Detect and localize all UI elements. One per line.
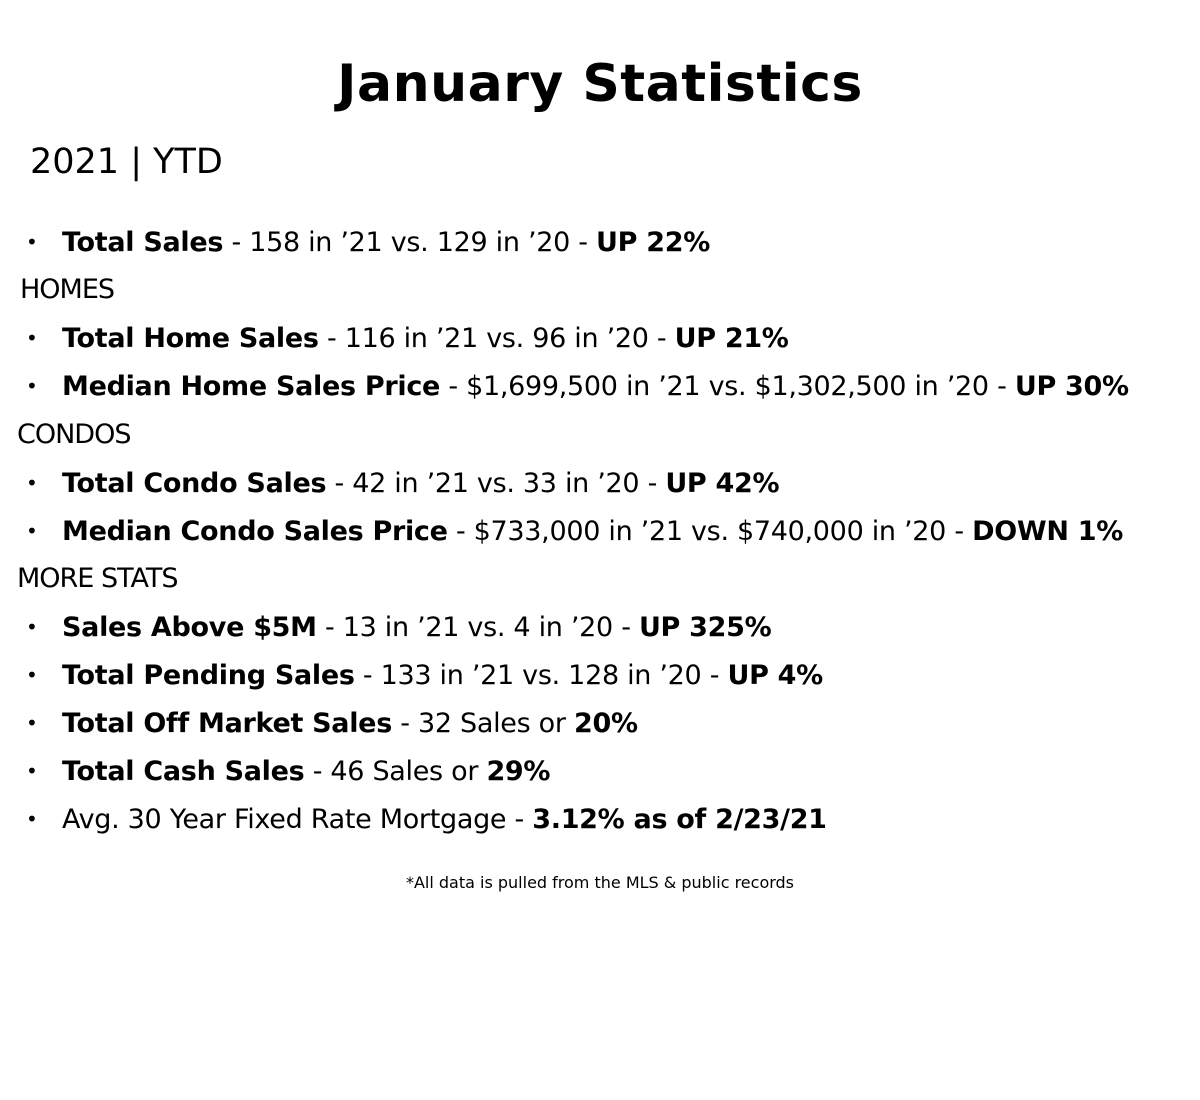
bullet-icon: • <box>26 759 38 783</box>
stat-label: Total Sales <box>62 226 224 258</box>
separator: - <box>701 659 728 691</box>
stat-item-median-home-price <box>26 366 1129 406</box>
stat-label: Median Home Sales Price <box>62 370 441 402</box>
stat-item-sales-above-5m <box>26 607 771 647</box>
stat-text <box>62 371 1129 402</box>
stat-text <box>62 516 1123 547</box>
stat-comparison: Avg. 30 Year Fixed Rate Mortgage <box>62 803 507 835</box>
separator: - <box>506 803 533 835</box>
bullet-icon: • <box>26 663 38 687</box>
separator: - <box>570 226 597 258</box>
stat-result: UP 22% <box>596 226 710 258</box>
stat-text <box>62 756 550 787</box>
stat-item-pending-sales <box>26 655 823 695</box>
separator: - <box>223 226 250 258</box>
stat-comparison: $1,699,500 in ’21 vs. $1,302,500 in ’20 <box>466 370 989 402</box>
stat-comparison: 133 in ’21 vs. 128 in ’20 <box>380 659 702 691</box>
stat-label: Sales Above $5M <box>62 611 317 643</box>
stat-comparison: 46 Sales or <box>330 755 479 787</box>
stat-comparison: 13 in ’21 vs. 4 in ’20 <box>342 611 613 643</box>
stat-label: Median Condo Sales Price <box>62 515 448 547</box>
stat-text <box>62 323 789 354</box>
separator: - <box>612 611 639 643</box>
separator: - <box>354 659 381 691</box>
page-title: January Statistics <box>337 54 863 114</box>
stat-comparison: $733,000 in ’21 vs. $740,000 in ’20 <box>473 515 947 547</box>
stat-result: 29% <box>486 755 551 787</box>
separator: - <box>316 611 343 643</box>
stat-result: 3.12% as of 2/23/21 <box>532 803 827 835</box>
separator: - <box>648 322 675 354</box>
separator <box>566 708 574 739</box>
bullet-icon: • <box>26 519 38 543</box>
stat-label: Total Pending Sales <box>62 659 355 691</box>
bullet-icon: • <box>26 711 38 735</box>
separator: - <box>440 370 467 402</box>
stat-item-mortgage-rate <box>26 799 827 839</box>
separator: - <box>318 322 345 354</box>
stat-comparison: 32 Sales or <box>417 707 566 739</box>
bullet-icon: • <box>26 471 38 495</box>
stat-text <box>62 708 638 739</box>
bullet-icon: • <box>26 374 38 398</box>
stat-result: UP 42% <box>665 467 780 499</box>
stat-label: Total Cash Sales <box>62 755 305 787</box>
stat-label: Total Off Market Sales <box>62 707 392 739</box>
stat-text <box>62 660 823 691</box>
stat-item-total-condo-sales <box>26 463 779 503</box>
separator: - <box>304 755 331 787</box>
separator: - <box>447 515 474 547</box>
section-heading-more-stats: MORE STATS <box>17 563 178 594</box>
bullet-icon: • <box>26 326 38 350</box>
stat-item-off-market-sales <box>26 703 638 743</box>
separator: - <box>326 467 353 499</box>
stat-result: DOWN 1% <box>972 515 1123 547</box>
bullet-icon: • <box>26 230 38 254</box>
stat-text <box>62 612 771 643</box>
separator: - <box>988 370 1015 402</box>
stat-text <box>62 804 827 835</box>
stat-text <box>62 227 710 258</box>
stat-item-cash-sales <box>26 751 550 791</box>
section-heading-homes: HOMES <box>20 274 115 305</box>
stat-result: UP 4% <box>727 659 823 691</box>
separator: - <box>391 707 418 739</box>
stat-comparison: 116 in ’21 vs. 96 in ’20 <box>344 322 649 354</box>
bullet-icon: • <box>26 615 38 639</box>
stat-label: Total Condo Sales <box>62 467 327 499</box>
stat-text <box>62 468 779 499</box>
stat-item-total-home-sales <box>26 318 789 358</box>
stat-result: UP 325% <box>638 611 772 643</box>
section-heading-condos: CONDOS <box>17 419 131 450</box>
stat-comparison: 42 in ’21 vs. 33 in ’20 <box>352 467 640 499</box>
stat-result: UP 30% <box>1014 370 1129 402</box>
separator: - <box>946 515 973 547</box>
period-subtitle: 2021 | YTD <box>30 142 223 182</box>
stat-item-median-condo-price <box>26 511 1123 551</box>
stat-result: UP 21% <box>674 322 789 354</box>
stat-comparison: 158 in ’21 vs. 129 in ’20 <box>249 226 570 258</box>
data-source-footnote: *All data is pulled from the MLS & public records <box>405 873 795 892</box>
bullet-icon: • <box>26 807 38 831</box>
stat-label: Total Home Sales <box>62 322 319 354</box>
stat-item-total-sales <box>26 222 710 262</box>
separator: - <box>639 467 666 499</box>
stat-result: 20% <box>574 707 638 739</box>
